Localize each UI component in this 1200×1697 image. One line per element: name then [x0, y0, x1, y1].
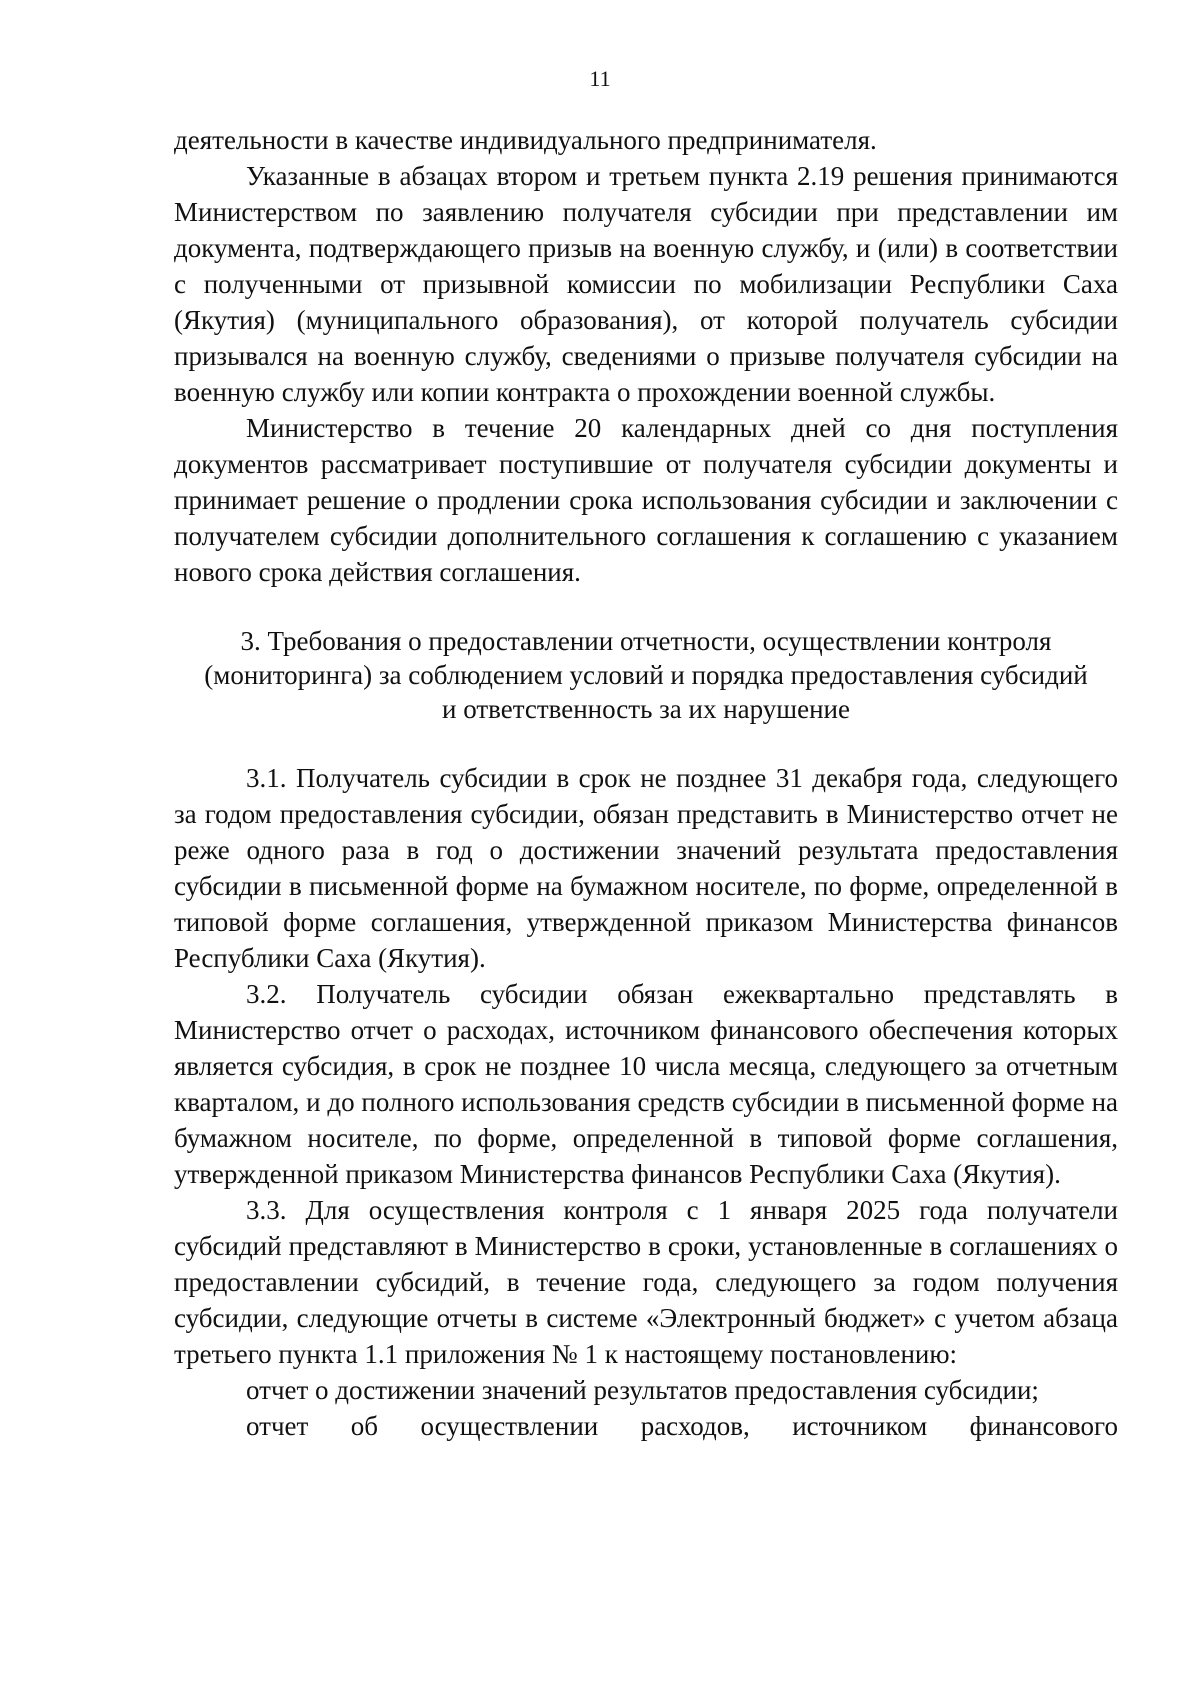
list-item-expenses-report [174, 1408, 1118, 1444]
word: осуществлении [420, 1411, 599, 1441]
word: источником [792, 1411, 928, 1441]
page-number: 11 [589, 66, 611, 91]
paragraph-extension-conditions: Указанные в абзацах втором и третьем пункта 2.19 решения принимаются Министерством по заявлению получателя субсидии при представлении им документа, подтверждающего призыв на военную службу, и (или) в соответствии с полученными от призывной комиссии по мобилизации Республики Саха (Якутия) (муниципального образования), от которой получатель субсидии призывался на военную службу, сведениями о призыве получателя субсидии на военную службу или копии контракта о прохождении военной службы. [174, 161, 1118, 407]
section-heading-line-3: и ответственность за их нарушение [442, 694, 850, 724]
section-heading-line-1: 3. Требования о предоставлении отчетности, осуществлении контроля [240, 626, 1052, 656]
word: отчет [246, 1411, 309, 1441]
section-heading-line-2: (мониторинга) за соблюдением условий и порядка предоставления субсидий [204, 660, 1088, 690]
paragraph-continuation: деятельности в качестве индивидуального предпринимателя. [174, 125, 877, 155]
word: расходов, [640, 1411, 750, 1441]
word: об [350, 1411, 379, 1441]
document-body [174, 122, 1118, 1444]
word: финансового [969, 1411, 1118, 1441]
clause-3-1: 3.1. Получатель субсидии в срок не позднее 31 декабря года, следующего за годом предоставления субсидии, обязан представить в Министерство отчет не реже одного раза в год о достижении значений результата предоставления субсидии в письменной форме на бумажном носителе, по форме, определенной в типовой форме соглашения, утвержденной приказом Министерства финансов Республики Саха (Якутия). [174, 763, 1118, 973]
paragraph-ministry-decision: Министерство в течение 20 календарных дней со дня поступления документов рассматривает поступившие от получателя субсидии документы и принимает решение о продлении срока использования субсидии и заключении с получателем субсидии дополнительного соглашения к соглашению с указанием нового срока действия соглашения. [174, 413, 1118, 587]
list-item-results-report: отчет о достижении значений результатов предоставления субсидии; [246, 1375, 1039, 1405]
clause-3-3: 3.3. Для осуществления контроля с 1 января 2025 года получатели субсидий представляют в Министерство в сроки, установленные в соглашениях о предоставлении субсидий, в течение года, следующего за годом получения субсидии, следующие отчеты в системе «Электронный бюджет» с учетом абзаца третьего пункта 1.1 приложения № 1 к настоящему постановлению: [174, 1195, 1118, 1369]
clause-3-2: 3.2. Получатель субсидии обязан ежеквартально представлять в Министерство отчет о расходах, источником финансового обеспечения которых является субсидия, в срок не позднее 10 числа месяца, следующего за отчетным кварталом, и до полного использования средств субсидии в письменной форме на бумажном носителе, по форме, определенной в типовой форме соглашения, утвержденной приказом Министерства финансов Республики Саха (Якутия). [174, 979, 1118, 1189]
section-heading [174, 624, 1118, 726]
